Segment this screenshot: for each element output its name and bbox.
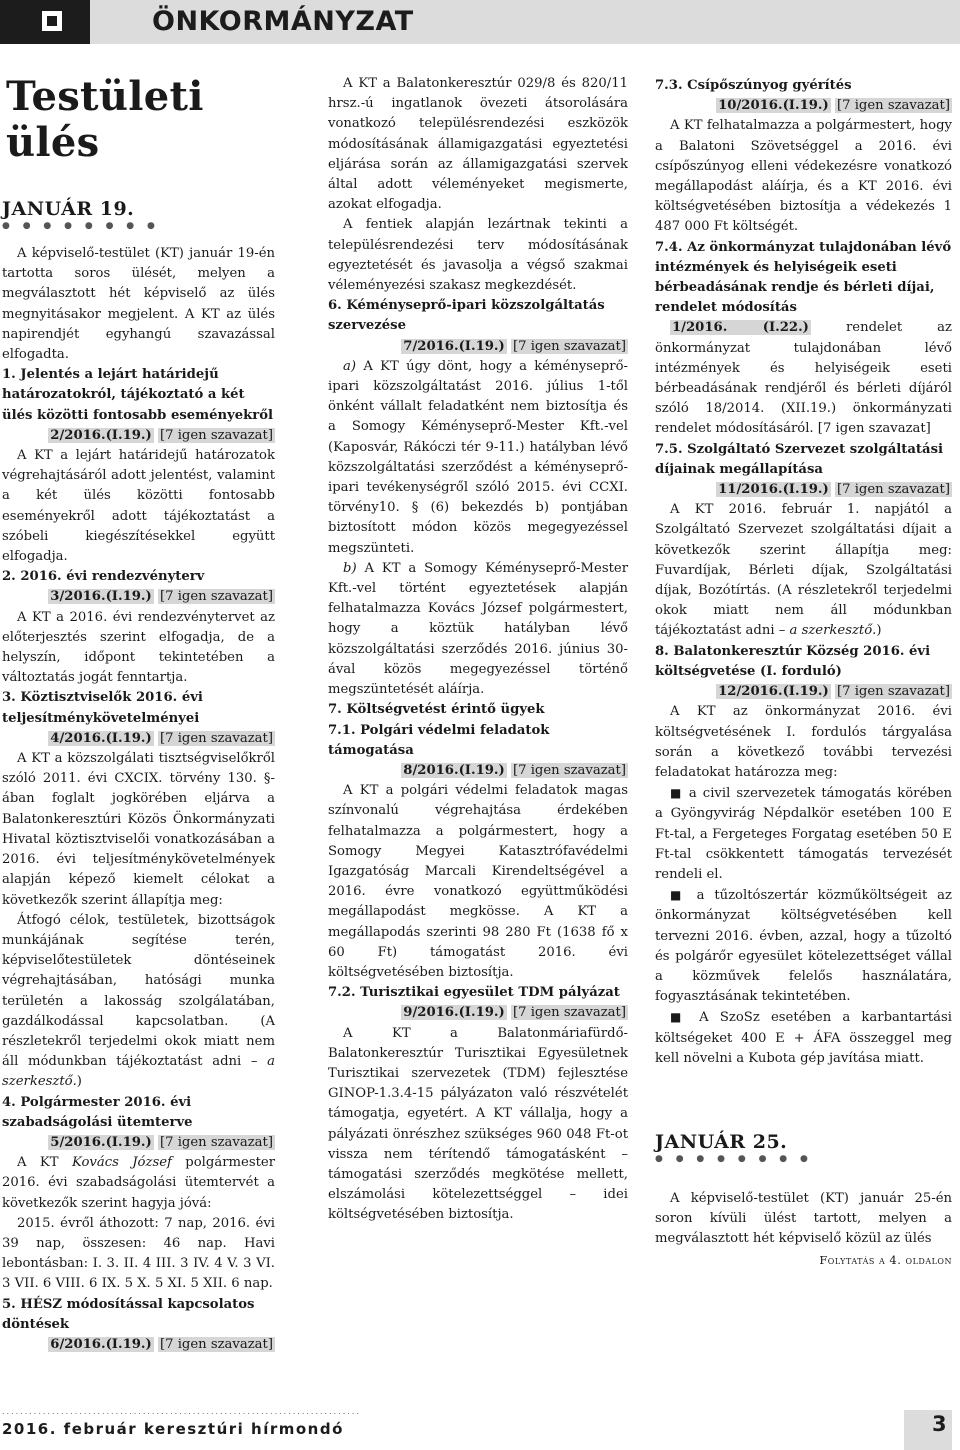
page-title: Testületi ülés xyxy=(6,73,204,166)
resolution-ref xyxy=(2,426,275,446)
item-letter: b) xyxy=(343,560,357,576)
paragraph-text: polgármester 2016. évi szabadságolási ütemtervét a következők szerint hagyja jóvá: xyxy=(2,1155,275,1211)
paragraph xyxy=(655,318,952,439)
paragraph: 2015. évről áthozott: 7 nap, 2016. évi 39 nap, összesen: 46 nap. Havi lebontásban: I. 3. II. 4 III. 3 IV. 4 V. 3 VI. 3 VII. 6 VIII. 6 IX. 5 X. 5 XI. 5 XII. 6 nap. xyxy=(2,1215,275,1292)
section-heading: 7.4. Az önkormányzat tulajdonában lévő intézmények és helyiségeik eseti bérbeadásának rendje és bérleti díjai, rendelet módosítás xyxy=(655,239,952,316)
section-heading: 8. Balatonkeresztúr Község 2016. évi költségvetése (I. forduló) xyxy=(655,643,931,679)
continued-note: Folytatás a 4. oldalon xyxy=(819,1252,952,1267)
bullet-item: ■ a tűzoltószertár közműköltségeit az önkormányzat költségvetésében kell tervezni 2016. évben, azzal, hogy a tűzoltó és polgárőr egyesület kötelezettséget vállal a közművek felelős használatára, fogyasztásának tekintetében. xyxy=(655,885,952,1007)
section-heading: 7.1. Polgári védelmi feladatok támogatása xyxy=(328,722,550,758)
paragraph-text: A KT 2016. február 1. napjától a Szolgáltató Szervezet szolgáltatási díjait a következők szerint állapítja meg: Fuvardíjak, Bérleti díjak, Szolgáltatási díjak, Bozótírtás. (A részletekről terjedelmi okok miatt nem áll módunkban tájékoztatást adni – xyxy=(655,502,952,639)
paragraph: A KT a közszolgálati tisztségviselőkről szóló 2011. évi CXCIX. törvény 130. §-ában foglalt jogkörében eljárva a Balatonkeresztúri Közös Önkormányzati Hivatal köztisztviselői vonatkozásában a 2016. évi teljesítménykövetelmények alapján képező kiemelt célokat a következők szerint állapítja meg: xyxy=(2,751,275,908)
resolution-number: 9/2016.(I.19.) xyxy=(403,1005,505,1021)
section-heading: 4. Polgármester 2016. évi szabadságolási ütemterve xyxy=(2,1094,193,1130)
paragraph-text: A KT xyxy=(17,1155,72,1171)
section-heading: 3. Köztisztviselők 2016. évi teljesítménykövetelményei xyxy=(2,690,203,726)
vote-count: [7 igen szavazat] xyxy=(159,427,273,443)
resolution-ref xyxy=(2,1133,275,1153)
resolution-number: 10/2016.(I.19.) xyxy=(718,98,829,114)
paragraph: A KT a lejárt határidejű határozatok végrehajtásáról adott jelentést, valamint a két ülés közötti fontosabb eseményekről adott tájékoztatást a szóbeli kiegészítésekkel együtt elfogadja. xyxy=(2,448,275,565)
vote-count: [7 igen szavazat] xyxy=(512,338,626,354)
paragraph: A KT a Balatonmáriafürdő-Balatonkeresztúr Turisztikai Egyesületnek Turisztikai szervezetek (TDM) fejlesztése GINOP-1.3.4-15 pályázaton való részvételét támogatja, egyetért. A KT vállalja, hogy a pályázati önrészhez szükséges 960 048 Ft-ot vissza nem térítendő támogatásként – támogatási szerződés megkötése mellett, elszámolási kötelezettséggel – idei költségvetésében biztosítja. xyxy=(328,1025,628,1223)
paragraph-end: ) xyxy=(876,623,882,639)
date-heading: JANUÁR 25. xyxy=(655,1130,788,1153)
paragraph-text: A KT a Somogy Kéményseprő-Mester Kft.-vel történt egyeztetések alapján felhatalmazza Kovács József polgármestert, hogy a köztük hatályban lévő közszolgáltatási szerződés 2016. június 30-ával közös megegyezéssel történő megszüntetését aláírja. xyxy=(328,560,628,698)
resolution-ref xyxy=(655,682,952,702)
footer-rule: ............................................................................... xyxy=(2,1407,361,1416)
section-heading: 7. Költségvetést érintő ügyek xyxy=(328,702,545,718)
vote-count: [7 igen szavazat] xyxy=(159,1134,273,1150)
paragraph xyxy=(2,911,275,1093)
editor-note: a szerkesztő. xyxy=(789,623,877,639)
resolution-ref xyxy=(2,587,275,607)
paragraph-text: Átfogó célok, testületek, bizottságok munkájának segítése terén, képviselőtestületek döntéseinek végrehajtásában, hatósági munka területén a lakosság szolgálatában, gazdálkodással kapcsolatban. (A részletekről terjedelmi okok miatt nem áll módunkban tájékoztatást adni – xyxy=(2,912,275,1070)
vote-count: [7 igen szavazat] xyxy=(159,1336,273,1352)
page-number: 3 xyxy=(932,1412,947,1436)
item-letter: a) xyxy=(343,358,357,374)
paragraph-end: ) xyxy=(76,1074,82,1090)
resolution-number: 2/2016.(I.19.) xyxy=(50,427,152,443)
paragraph: A képviselő-testület (KT) január 25-én soron kívüli ülést tartott, melyen a megválasztott hét képviselő közül az ülés xyxy=(655,1190,952,1247)
resolution-number: 6/2016.(I.19.) xyxy=(50,1336,152,1352)
resolution-number: 8/2016.(I.19.) xyxy=(403,762,505,778)
resolution-ref xyxy=(2,729,275,749)
footer-publication: 2016. február keresztúri hírmondó xyxy=(2,1420,344,1438)
vote-count: [7 igen szavazat] xyxy=(159,730,273,746)
paragraph: A KT a Balatonkeresztúr 029/8 és 820/11 hrsz.-ú ingatlanok övezeti átsorolására vonatkozó településrendezési eszközök módosításának államigazgatási egyeztetési eljárása során az államigazgatási szervek által adott véleményeket megismerte, azokat elfogadja. xyxy=(328,76,628,213)
dots-divider: ● ● ● ● ● ● ● ● xyxy=(655,1153,813,1164)
section-heading: 2. 2016. évi rendezvényterv xyxy=(2,569,205,585)
paragraph xyxy=(655,500,952,641)
section-heading: 7.5. Szolgáltató Szervezet szolgáltatási díjainak megállapítása xyxy=(655,441,944,477)
paragraph-text: A KT úgy dönt, hogy a kéményseprő-ipari közszolgáltatást 2016. július 1-től önként vállalt feladatként nem biztosítja és a Somogy Kéményseprő-Mester Kft.-vel (Kaposvár, Rákóczi tér 9-11.) hatályban lévő közszolgáltatási szerződést a kéményseprő-ipari tevékenységről szóló 2015. évi CCXI. törvény10. § (6) bekezdés b) pontjában biztosított módon közös megegyezéssel megszünteti. xyxy=(328,358,628,556)
bullet-item: ■ a civil szervezetek támogatás körében a Gyöngyvirág Népdalkör esetében 100 E Ft-tal, a Fergeteges Forgatag esetében 50 E Ft-tal csökkentett támogatás tervezését rendeli el. xyxy=(655,783,952,885)
resolution-number: 7/2016.(I.19.) xyxy=(403,338,505,354)
vote-count: [7 igen szavazat] xyxy=(512,1005,626,1021)
column-2 xyxy=(328,74,628,1226)
resolution-number: 3/2016.(I.19.) xyxy=(50,589,152,605)
section-title: ÖNKORMÁNYZAT xyxy=(152,6,414,37)
resolution-ref xyxy=(328,1003,628,1023)
resolution-number: 4/2016.(I.19.) xyxy=(50,730,152,746)
paragraph: A KT az önkormányzat 2016. évi költségvetésének I. fordulós tárgyalása során a következő további tervezési feladatokat határozza meg: xyxy=(655,704,952,780)
resolution-number: 1/2016. (I.22.) xyxy=(672,320,809,336)
bullet-item: ■ A SzoSz esetében a karbantartási költségeket 400 E + ÁFA összeggel meg kell növelni a Kubota gép javítása miatt. xyxy=(655,1007,952,1069)
paragraph: A KT a polgári védelmi feladatok magas színvonalú végrehajtása érdekében felhatalmazza a polgármestert, hogy a Somogy Megyei Katasztrófavédelmi Igazgatóság Marcali Kirendeltségével a 2016. évre vonatkozó együttműködési megállapodást megkösse. A KT a megállapodás szerinti 98 280 Ft (1638 fő x 60 Ft) támogatást 2016. évi költségvetésében biztosítja. xyxy=(328,783,628,980)
vote-count: [7 igen szavazat] xyxy=(836,482,950,498)
dots-divider: ● ● ● ● ● ● ● ● xyxy=(2,221,160,231)
column-3 xyxy=(655,76,952,1270)
paragraph: A képviselő-testület (KT) január 19-én tartotta soros ülését, melyen a megválasztott hét képviselő az ülés megnyitásakor megjelent. A KT az ülés napirendjét egyhangú szavazással elfogadta. xyxy=(2,246,275,363)
header-logo-box xyxy=(0,0,90,44)
square-icon xyxy=(42,11,62,31)
paragraph xyxy=(328,559,628,700)
resolution-number: 5/2016.(I.19.) xyxy=(50,1134,152,1150)
vote-count: [7 igen szavazat] xyxy=(159,589,273,605)
section-heading: 1. Jelentés a lejárt határidejű határozatokról, tájékoztató a két ülés közötti fontosabb eseményekről xyxy=(2,367,274,423)
paragraph: A KT felhatalmazza a polgármestert, hogy a Balatoni Szövetséggel a 2016. évi csípőszúnyog elleni védekezésre vonatkozó megállapodást aláírja, és a KT 2016. évi költségvetésében biztosítja a védekezés 1 487 000 Ft költségét. xyxy=(655,118,952,235)
vote-count: [7 igen szavazat] xyxy=(836,98,950,114)
resolution-ref xyxy=(2,1335,275,1355)
resolution-ref xyxy=(655,480,952,500)
paragraph: A fentiek alapján lezártnak tekinti a településrendezési terv módosításának egyeztetését és javasolja a végső szakmai véleményezési szakasz megkezdését. xyxy=(328,217,628,294)
date-heading: JANUÁR 19. xyxy=(2,198,135,220)
column-1 xyxy=(2,74,275,1355)
paragraph: A KT a 2016. évi rendezvénytervet az előterjesztés szerint elfogadja, de a helyszín, időpont tekintetében a változtatás jogát fenntartja. xyxy=(2,609,275,686)
person-name: Kovács József xyxy=(71,1155,172,1171)
paragraph xyxy=(328,357,628,559)
section-heading: 7.2. Turisztikai egyesület TDM pályázat xyxy=(328,985,620,1001)
editor-note: a szerkesztő. xyxy=(2,1054,275,1090)
paragraph-text: rendelet az önkormányzat tulajdonában lévő intézmények és helyiségeik eseti bérbeadásának rendjéről és bérleti díjáról szóló 18/2014. (XII.19.) önkormányzati rendelet módosításáról. [7 igen szavazat] xyxy=(655,320,952,437)
section-heading: 7.3. Csípőszúnyog gyérítés xyxy=(655,78,852,93)
resolution-number: 11/2016.(I.19.) xyxy=(718,482,829,498)
resolution-ref xyxy=(655,96,952,116)
resolution-ref xyxy=(328,337,628,357)
vote-count: [7 igen szavazat] xyxy=(836,684,950,700)
paragraph xyxy=(2,1153,275,1214)
resolution-number: 12/2016.(I.19.) xyxy=(718,684,829,700)
section-heading: 5. HÉSZ módosítással kapcsolatos döntések xyxy=(2,1296,255,1332)
section-heading: 6. Kéményseprő-ipari közszolgáltatás szervezése xyxy=(328,298,605,334)
vote-count: [7 igen szavazat] xyxy=(512,762,626,778)
resolution-ref xyxy=(328,761,628,781)
